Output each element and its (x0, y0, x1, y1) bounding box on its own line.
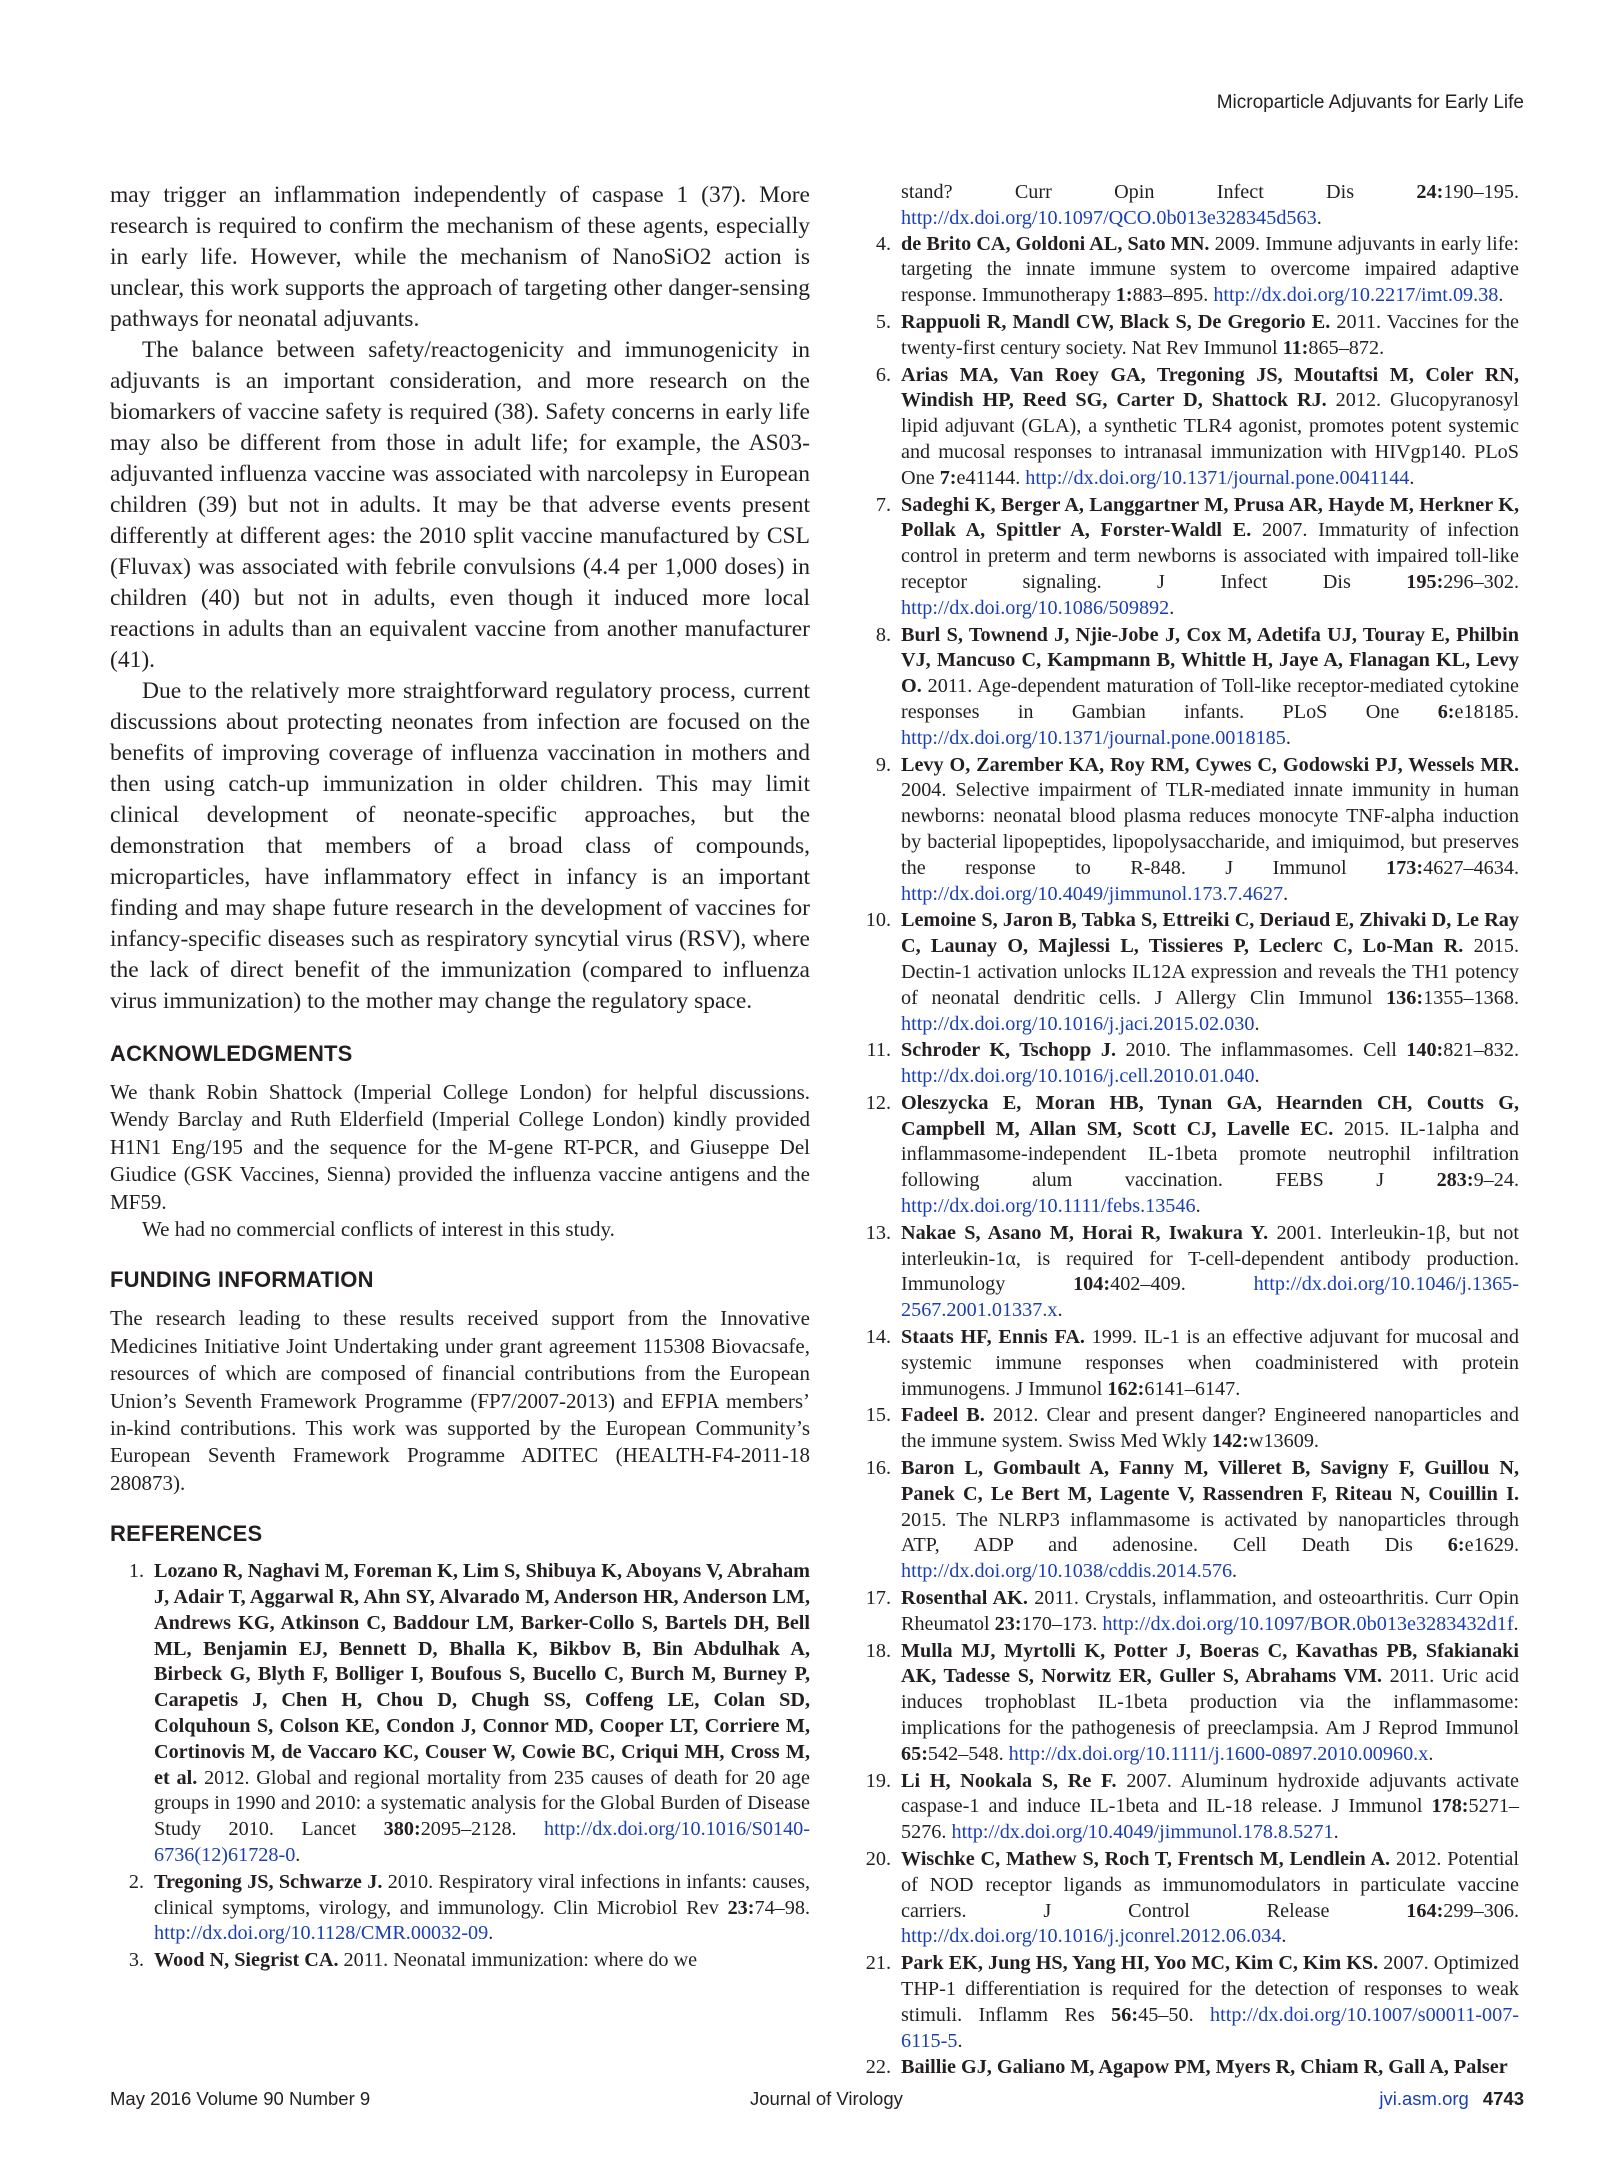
reference-volume: 173: (1386, 856, 1424, 879)
left-column (110, 180, 810, 1975)
reference-item (857, 2055, 1519, 2081)
reference-number: 9. (875, 753, 891, 776)
reference-authors: Baillie GJ, Galiano M, Agapow PM, Myers R, Chiam R, Gall A, Palser (901, 2056, 1508, 2079)
reference-authors: de Brito CA, Goldoni AL, Sato MN. (901, 232, 1210, 255)
reference-end: . (1057, 1299, 1063, 1322)
reference-volume: 162: (1107, 1377, 1145, 1400)
reference-doi-link[interactable]: http://dx.doi.org/10.1086/509892 (901, 596, 1170, 619)
reference-authors: Rosenthal AK. (901, 1587, 1028, 1610)
reference-text: 2011. Vaccines for the twenty-first century society. Nat Rev Immunol (901, 310, 1519, 359)
reference-pages: 190–195. (1443, 181, 1519, 203)
reference-number: 8. (875, 623, 891, 646)
reference-number: 2. (128, 1870, 144, 1893)
reference-item (857, 753, 1519, 908)
reference-item (857, 1586, 1519, 1638)
conflicts-statement: We had no commercial conflicts of interest in this study. (142, 1217, 615, 1242)
reference-text: 2011. Age-dependent maturation of Toll-like receptor-mediated cytokine responses in Gambian infants. PLoS One (901, 675, 1519, 723)
reference-authors: Schroder K, Tschopp J. (901, 1039, 1116, 1062)
reference-item (857, 1951, 1519, 2054)
reference-item (857, 623, 1519, 752)
reference-number: 18. (865, 1639, 891, 1662)
reference-text: 2012. Global and regional mortality from 235 causes of death for 20 age groups in 1990 and 2010: a systematic analysis for the Global Burden of Disease Study 2010. Lancet (154, 1766, 810, 1841)
reference-pages: 170–173. (1021, 1612, 1103, 1635)
reference-text: 2012. Clear and present danger? Engineered nanoparticles and the immune system. Swiss Med Wkly (901, 1404, 1519, 1453)
journal-name: Journal of Virology (750, 2088, 903, 2109)
reference-pages: 6141–6147. (1144, 1377, 1241, 1400)
reference-end: . (1409, 466, 1415, 489)
reference-pages: 5271–5276. (901, 1795, 1519, 1844)
reference-number: 11. (866, 1039, 891, 1062)
reference-number: 14. (865, 1326, 891, 1349)
reference-number: 10. (865, 909, 891, 932)
funding-heading: FUNDING INFORMATION (110, 1267, 374, 1293)
reference-volume: 178: (1431, 1795, 1469, 1818)
reference-text: stand? Curr Opin Infect Dis (901, 181, 1417, 203)
reference-volume: 23: (994, 1612, 1022, 1635)
reference-authors: Fadeel B. (901, 1404, 985, 1427)
reference-volume: 11: (1282, 336, 1309, 359)
reference-text: 2015. Dectin-1 activation unlocks IL12A expression and reveals the TH1 potency of neonatal dendritic cells. J Allergy Clin Immunol (901, 935, 1519, 1009)
reference-authors: Li H, Nookala S, Re F. (901, 1769, 1117, 1792)
reference-number: 4. (875, 232, 891, 255)
reference-doi-link[interactable]: http://dx.doi.org/10.1016/S0140-6736(12)61728-0 (154, 1818, 810, 1867)
reference-text: 1999. IL-1 is an effective adjuvant for mucosal and systemic immune responses when coadministered with protein immunogens. J Immunol (901, 1326, 1519, 1400)
reference-volume: 136: (1386, 986, 1424, 1009)
reference-text: 2009. Immune adjuvants in early life: targeting the innate immune system to overcome impaired adaptive response. Immunotherapy (901, 232, 1519, 307)
reference-pages: e1629. (1464, 1534, 1519, 1557)
reference-pages: 299–306. (1443, 1899, 1519, 1922)
reference-volume: 23: (727, 1896, 755, 1919)
reference-text: 2015. The NLRP3 inflammasome is activated by nanoparticles through ATP, ADP and adenosine. Cell Death Dis (901, 1508, 1519, 1557)
reference-doi-link[interactable]: http://dx.doi.org/10.4049/jimmunol.173.7.4627 (901, 882, 1284, 905)
reference-item (857, 1847, 1519, 1950)
reference-pages: 45–50. (1138, 2003, 1211, 2026)
reference-pages: 296–302. (1443, 570, 1519, 593)
footer-right (1379, 2088, 1524, 2110)
reference-authors: Baron L, Gombault A, Fanny M, Villeret B, Savigny F, Guillou N, Panek C, Le Bert M, Lagente V, Rassendren F, Riteau N, Couillin I. (901, 1457, 1519, 1505)
reference-number: 3. (128, 1949, 144, 1972)
reference-doi-link[interactable]: http://dx.doi.org/10.1097/BOR.0b013e3283432d1f (1102, 1612, 1514, 1635)
reference-volume: 195: (1406, 570, 1444, 593)
reference-volume: 104: (1073, 1273, 1111, 1296)
reference-authors: Arias MA, Van Roey GA, Tregoning JS, Moutaftsi M, Coler RN, Windish HP, Reed SG, Carter D, Shattock RJ. (901, 363, 1519, 412)
reference-text: 2007. Optimized THP-1 differentiation is required for the detection of responses to weak stimuli. Inflamm Res (901, 1952, 1520, 2026)
issue-info: May 2016 Volume 90 Number 9 (110, 2088, 371, 2109)
reference-end: . (1498, 284, 1504, 307)
reference-end: . (1232, 1560, 1238, 1583)
acknowledgments-heading: ACKNOWLEDGMENTS (110, 1041, 353, 1066)
reference-pages: 2095–2128. (420, 1818, 544, 1841)
reference-pages: 883–895. (1132, 284, 1214, 307)
reference-text: 2010. The inflammasomes. Cell (1116, 1039, 1407, 1062)
reference-end: . (295, 1844, 301, 1867)
reference-text: 2001. Interleukin-1β, but not interleukin-1α, is required for T-cell-dependent antibody production. Immunology (901, 1221, 1520, 1296)
reference-authors: Oleszycka E, Moran HB, Tynan GA, Hearnden CH, Coutts G, Campbell M, Allan SM, Scott CJ, Lavelle EC. (901, 1091, 1519, 1140)
reference-text: 2015. IL-1alpha and inflammasome-independent IL-1beta promote neutrophil infiltration following alum vaccination. FEBS J (901, 1117, 1519, 1192)
reference-pages: 402–409. (1110, 1273, 1254, 1296)
reference-volume: 24: (1416, 181, 1444, 203)
reference-item (857, 310, 1519, 362)
reference-volume: 380: (383, 1818, 421, 1841)
reference-end: . (1254, 1012, 1260, 1035)
reference-end: . (1513, 1612, 1519, 1635)
reference-number: 13. (865, 1221, 891, 1244)
reference-volume: 164: (1406, 1899, 1444, 1922)
reference-item (110, 1948, 810, 1974)
reference-doi-link[interactable]: http://dx.doi.org/10.1371/journal.pone.0041144 (1025, 466, 1410, 489)
reference-list-left (110, 1559, 810, 1974)
reference-number: 12. (865, 1091, 891, 1114)
funding-text: The research leading to these results received support from the Innovative Medicines Initiative Joint Undertaking under grant agreement 115308 Biovacsafe, resources of which are composed of financial contributions from the European Union’s Seventh Framework Programme (FP7/2007-2013) and EFPIA members’ in-kind contributions. This work was supported by the European Community’s European Seventh Framework Programme ADITEC (HEALTH-F4-2011-18 280873). (110, 1306, 810, 1495)
reference-list-right (857, 232, 1519, 2082)
reference-authors: Nakae S, Asano M, Horai R, Iwakura Y. (901, 1221, 1269, 1244)
reference-authors: Levy O, Zarember KA, Roy RM, Cywes C, Godowski PJ, Wessels MR. (901, 753, 1519, 776)
reference-doi-link[interactable]: http://dx.doi.org/10.4049/jimmunol.178.8.5271 (951, 1821, 1334, 1844)
reference-text: 2007. Immaturity of infection control in preterm and term newborns is associated with impaired toll-like receptor signaling. J Infect Dis (901, 519, 1519, 593)
reference-volume: 140: (1406, 1039, 1444, 1062)
reference-doi-link[interactable]: http://dx.doi.org/10.2217/imt.09.38 (1213, 284, 1499, 307)
acknowledgments-text: We thank Robin Shattock (Imperial College London) for helpful discussions. Wendy Barclay and Ruth Elderfield (Imperial College London) kindly provided H1N1 Eng/195 and the sequence for the M-gene RT-PCR, and Giuseppe Del Giudice (GSK Vaccines, Sienna) provided the influenza vaccine antigens and the MF59. (110, 1080, 810, 1214)
reference-end: . (488, 1922, 494, 1945)
reference-pages: e18185. (1454, 700, 1519, 723)
reference-volume: 1: (1115, 284, 1133, 307)
reference-number: 6. (875, 363, 891, 386)
references-heading: REFERENCES (110, 1521, 263, 1547)
reference-pages: 4627–4634. (1423, 856, 1519, 879)
reference-authors: Park EK, Jung HS, Yang HI, Yoo MC, Kim C, Kim KS. (901, 1952, 1379, 1975)
reference-number: 19. (865, 1769, 891, 1792)
reference-end: . (1281, 1925, 1287, 1948)
reference-volume: 65: (901, 1742, 928, 1765)
page-number: 4743 (1482, 2088, 1524, 2109)
reference-doi-link[interactable]: http://dx.doi.org/10.1128/CMR.00032-09 (154, 1922, 489, 1945)
reference-item (857, 1639, 1519, 1768)
reference-text: 2012. Glucopyranosyl lipid adjuvant (GLA), a synthetic TLR4 agonist, promotes potent systemic and mucosal responses to intranasal immunization with HIVgp140. PLoS One (901, 389, 1519, 489)
journal-site-link[interactable]: jvi.asm.org (1379, 2088, 1469, 2109)
reference-number: 15. (865, 1404, 891, 1427)
reference-authors: Tregoning JS, Schwarze J. (154, 1870, 383, 1893)
reference-item (857, 1221, 1519, 1324)
reference-item (857, 1091, 1519, 1220)
reference-end: . (1169, 596, 1175, 619)
reference-doi-link[interactable]: http://dx.doi.org/10.1111/j.1600-0897.2010.00960.x (1008, 1742, 1429, 1765)
reference-authors: Rappuoli R, Mandl CW, Black S, De Gregorio E. (901, 310, 1331, 333)
reference-item (857, 363, 1519, 492)
reference-number: 1. (128, 1560, 144, 1583)
reference-pages: 821–832. (1443, 1039, 1519, 1062)
reference-item (857, 1038, 1519, 1090)
reference-doi-link[interactable]: http://dx.doi.org/10.1016/j.cell.2010.01.040 (901, 1065, 1255, 1088)
reference-doi-link[interactable]: http://dx.doi.org/10.1007/s00011-007-6115-5 (901, 2003, 1520, 2052)
reference-text: 2010. Respiratory viral infections in infants: causes, clinical symptoms, virology, and immunology. Clin Microbiol Rev (154, 1870, 811, 1919)
reference-item (857, 1769, 1519, 1846)
reference-doi-link[interactable]: http://dx.doi.org/10.1046/j.1365-2567.2001.01337.x (901, 1273, 1519, 1322)
reference-authors: Lemoine S, Jaron B, Tabka S, Ettreiki C, Deriaud E, Zhivaki D, Le Ray C, Launay O, Majlessi L, Tissieres P, Leclerc C, Lo-Man R. (901, 909, 1519, 958)
reference-end: . (1285, 726, 1291, 749)
reference-doi-link[interactable]: http://dx.doi.org/10.1038/cddis.2014.576 (901, 1560, 1233, 1583)
reference-end: . (1283, 882, 1289, 905)
body-paragraph-2: The balance between safety/reactogenicity and immunogenicity in adjuvants is an important consideration, and more research on the biomarkers of vaccine safety is required (38). Safety concerns in early life may also be different from those in adult life; for example, the AS03-adjuvanted influenza vaccine was associated with narcolepsy in European children (39) but not in adults. It may be that adverse events present differently at different ages: the 2010 split vaccine manufactured by CSL (Fluvax) was associated with febrile convulsions (4.4 per 1,000 doses) in children (40) but not in adults, even though it induced more local reactions in adults than an equivalent vaccine from another manufacturer (41). (110, 337, 810, 673)
reference-authors: Burl S, Townend J, Njie-Jobe J, Cox M, Adetifa UJ, Touray E, Philbin VJ, Mancuso C, Kampmann B, Whittle H, Jaye A, Flanagan KL, Levy O. (901, 623, 1519, 698)
reference-doi-link[interactable]: http://dx.doi.org/10.1016/j.jconrel.2012.06.034 (901, 1925, 1282, 1948)
reference-item (857, 908, 1519, 1037)
reference-authors: Lozano R, Naghavi M, Foreman K, Lim S, Shibuya K, Aboyans V, Abraham J, Adair T, Aggarwal R, Ahn SY, Alvarado M, Anderson HR, Anderson LM, Andrews KG, Atkinson C, Baddour LM, Barker-Collo S, Bartels DH, Bell ML, Benjamin EJ, Bennett D, Bhalla K, Bikbov B, Bin Abdulhak A, Birbeck G, Blyth F, Bolliger I, Boufous S, Bucello C, Burch M, Burney P, Carapetis J, Chen H, Chou D, Chugh SS, Coffeng LE, Colan SD, Colquhoun S, Colson KE, Condon J, Connor MD, Cooper LT, Corriere M, Cortinovis M, de Vaccaro KC, Couser W, Cowie BC, Criqui MH, Cross M, et al. (154, 1560, 810, 1789)
reference-pages: 1355–1368. (1423, 986, 1519, 1009)
reference-doi-link[interactable]: http://dx.doi.org/10.1371/journal.pone.0018185 (901, 726, 1286, 749)
reference-item (857, 1403, 1519, 1455)
reference-text: 2007. Aluminum hydroxide adjuvants activate caspase-1 and induce IL-1beta and IL-18 release. J Immunol (901, 1769, 1519, 1818)
reference-pages: 865–872. (1308, 336, 1385, 359)
reference-pages: 74–98. (754, 1896, 810, 1919)
reference-number: 20. (865, 1848, 891, 1870)
reference-authors: Wood N, Siegrist CA. (154, 1949, 339, 1972)
reference-item (110, 1559, 810, 1869)
reference-authors: Staats HF, Ennis FA. (901, 1326, 1085, 1349)
reference-number: 17. (865, 1587, 891, 1610)
reference-volume: 6: (1447, 1534, 1465, 1557)
reference-number: 7. (875, 493, 891, 516)
reference-3-continuation: stand? Curr Opin Infect Dis 24:190–195. http://dx.doi.org/10.1097/QCO.0b013e328345d563. (901, 181, 1519, 229)
reference-number: 16. (865, 1457, 891, 1480)
reference-pages: 9–24. (1473, 1169, 1519, 1192)
reference-authors: Wischke C, Mathew S, Roch T, Frentsch M, Lendlein A. (901, 1848, 1391, 1870)
running-head: Microparticle Adjuvants for Early Life (1216, 92, 1524, 113)
reference-end: . (1254, 1065, 1260, 1088)
reference-text: 2011. Neonatal immunization: where do we (338, 1949, 698, 1972)
reference-pages: e41144. (956, 466, 1026, 489)
page-footer (110, 2088, 1524, 2114)
reference-text: 2004. Selective impairment of TLR-mediated innate immunity in human newborns: neonatal blood plasma reduces monocyte TNF-alpha induction by bacterial lipopeptides, lipopolysaccharide, and imiquimod, but preserves the response to R-848. J Immunol (901, 779, 1519, 879)
reference-end: . (957, 2029, 963, 2052)
reference-end: . (1195, 1195, 1201, 1218)
reference-end: . (1333, 1821, 1339, 1844)
reference-volume: 7: (939, 466, 957, 489)
reference-volume: 56: (1111, 2003, 1139, 2026)
reference-end: . (1428, 1742, 1434, 1765)
reference-text: 2012. Potential of NOD receptor ligands as immunomodulators in particulate vaccine carriers. J Control Release (901, 1848, 1519, 1922)
reference-number: 5. (875, 310, 891, 333)
reference-number: 21. (865, 1952, 891, 1975)
right-column (857, 180, 1519, 2082)
reference-authors: Mulla MJ, Myrtolli K, Potter J, Boeras C, Kavathas PB, Sfakianaki AK, Tadesse S, Norwitz ER, Guller S, Abrahams VM. (901, 1639, 1519, 1688)
reference-pages: w13609. (1248, 1430, 1319, 1453)
reference-volume: 283: (1436, 1169, 1474, 1192)
body-paragraph-3: Due to the relatively more straightforward regulatory process, current discussions about protecting neonates from infection are focused on the benefits of improving coverage of influenza vaccination in mothers and then using catch-up immunization in older children. This may limit clinical development of neonate-specific approaches, but the demonstration that members of a broad class of compounds, microparticles, have inflammatory effect in infancy is an important finding and may shape future research in the development of vaccines for infancy-specific diseases such as respiratory syncytial virus (RSV), where the lack of direct benefit of the immunization (compared to influenza virus immunization) to the mother may change the regulatory space. (110, 678, 810, 1014)
reference-volume: 142: (1211, 1430, 1249, 1453)
reference-volume: 6: (1437, 700, 1455, 723)
reference-item (857, 1456, 1519, 1585)
reference-pages: 542–548. (927, 1742, 1009, 1765)
reference-text: 2011. Uric acid induces trophoblast IL-1beta production via the inflammasome: implications for the pathogenesis of preeclampsia. Am J Reprod Immunol (901, 1665, 1519, 1740)
reference-doi-link[interactable]: http://dx.doi.org/10.1111/febs.13546 (901, 1195, 1196, 1218)
reference-item (857, 232, 1519, 309)
reference-doi-link[interactable]: http://dx.doi.org/10.1016/j.jaci.2015.02.030 (901, 1012, 1255, 1035)
body-paragraph-1: may trigger an inflammation independently of caspase 1 (37). More research is required to confirm the mechanism of these agents, especially in early life. However, while the mechanism of NanoSiO2 action is unclear, this work supports the approach of targeting other danger-sensing pathways for neonatal adjuvants. (110, 182, 810, 332)
reference-item (857, 493, 1519, 622)
reference-doi-link[interactable]: http://dx.doi.org/10.1097/QCO.0b013e328345d563 (901, 206, 1317, 229)
reference-number: 22. (865, 2056, 891, 2079)
reference-authors: Sadeghi K, Berger A, Langgartner M, Prusa AR, Hayde M, Herkner K, Pollak A, Spittler A, Forster-Waldl E. (901, 493, 1519, 542)
reference-text: 2011. Crystals, inflammation, and osteoarthritis. Curr Opin Rheumatol (901, 1587, 1519, 1635)
reference-item (857, 1325, 1519, 1402)
reference-item (110, 1870, 810, 1947)
